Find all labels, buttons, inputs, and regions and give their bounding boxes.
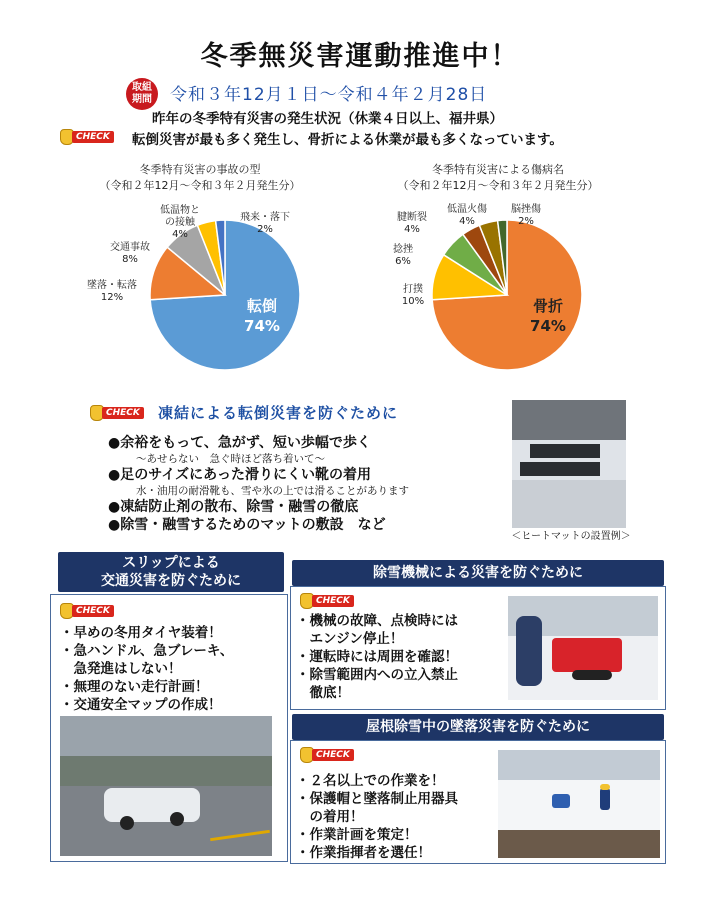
snowplow-list bbox=[296, 612, 506, 702]
chart2-label-bruise-value: 10% bbox=[401, 296, 425, 307]
chart2-subtitle: （令和２年12月～令和３年２月発生分） bbox=[397, 179, 599, 192]
chart2-label-sprain bbox=[388, 244, 418, 268]
chart2-main-label bbox=[518, 296, 578, 336]
slip-item-2: ・急ハンドル、急ブレーキ、 bbox=[60, 643, 234, 659]
chart2-label-sprain-value: 6% bbox=[395, 256, 411, 267]
overturned-car-photo bbox=[60, 716, 272, 856]
chart2-label-sprain-name: 捻挫 bbox=[393, 244, 413, 255]
chart2-label-tendon-name: 腱断裂 bbox=[397, 212, 427, 223]
snowplow-item-1: ・機械の故障、点検時には bbox=[296, 613, 458, 629]
check-label: CHECK bbox=[102, 407, 144, 419]
period-dates: 令和３年12月１日～令和４年２月28日 bbox=[170, 85, 488, 105]
chart2-label-tendon-value: 4% bbox=[404, 224, 420, 235]
chart2-label-lowtemp-burn-value: 4% bbox=[459, 216, 475, 227]
chart2-title: 冬季特有災害による傷病名 bbox=[432, 163, 564, 176]
roof-snow-photo bbox=[498, 750, 660, 858]
chart1-label-falling-object-name: 飛来・落下 bbox=[240, 212, 290, 223]
chart2-label-bruise bbox=[398, 284, 428, 308]
chart1-label-fall: 転倒 bbox=[246, 297, 277, 315]
freeze-item-2: ●足のサイズにあった滑りにくい靴の着用 bbox=[108, 467, 371, 483]
slip-heading bbox=[58, 552, 284, 592]
chart1-main-label bbox=[232, 296, 292, 336]
freeze-item-1: ●余裕をもって、急がず、短い歩幅で歩く bbox=[108, 435, 371, 451]
check-label: CHECK bbox=[312, 595, 354, 607]
freeze-item-4: ●除雪・融雪するためのマットの敷設 など bbox=[108, 517, 386, 533]
chart1-label-traffic bbox=[100, 242, 160, 266]
chart2-label-brain bbox=[506, 204, 546, 228]
chart1-subtitle: （令和２年12月～令和３年２月発生分） bbox=[99, 179, 301, 192]
chart1-label-traffic-name: 交通事故 bbox=[110, 242, 150, 253]
snowplow-item-3: ・運転時には周囲を確認！ bbox=[296, 649, 458, 665]
period-badge-line1: 取組 bbox=[132, 82, 152, 93]
chart1-title: 冬季特有災害の事故の型 bbox=[139, 163, 261, 176]
check-label: CHECK bbox=[72, 131, 114, 143]
page-title: 冬季無災害運動推進中！ bbox=[200, 41, 520, 72]
slip-heading-line2: 交通災害を防ぐために bbox=[101, 573, 241, 589]
chart2-header bbox=[368, 162, 628, 194]
chart1-label-traffic-value: 8% bbox=[122, 254, 138, 265]
stats-heading: 昨年の冬季特有災害の発生状況（休業４日以上、福井県） bbox=[152, 111, 503, 127]
check-mark bbox=[300, 746, 354, 764]
check-mark bbox=[300, 592, 354, 610]
roof-item-3: の着用！ bbox=[296, 809, 364, 825]
freeze-title: 凍結による転倒災害を防ぐために bbox=[158, 404, 399, 422]
roof-heading: 屋根除雪中の墜落災害を防ぐために bbox=[292, 714, 664, 740]
chart1-label-drop-value: 12% bbox=[100, 292, 124, 303]
check-mark bbox=[90, 404, 144, 422]
chart2-value-fracture: 74% bbox=[530, 317, 566, 335]
freeze-note-1: ～あせらない 急ぐ時ほど落ち着いて～ bbox=[136, 453, 325, 465]
chart2-label-lowtemp-burn bbox=[442, 204, 492, 228]
check-label: CHECK bbox=[312, 749, 354, 761]
chart2-label-lowtemp-burn-name: 低温火傷 bbox=[447, 204, 487, 215]
heat-mat-caption: ＜ヒートマットの設置例＞ bbox=[511, 531, 631, 542]
chart1-label-falling-object bbox=[230, 212, 300, 236]
pie-chart-injury-type bbox=[432, 220, 582, 370]
snowplow-item-5: 徹底！ bbox=[296, 685, 350, 701]
chart1-label-cold-value: 4% bbox=[172, 229, 188, 240]
roof-item-4: ・作業計画を策定！ bbox=[296, 827, 418, 843]
roof-item-1: ・２名以上での作業を！ bbox=[296, 773, 445, 789]
freeze-note-2: 水・油用の耐滑靴も、雪や氷の上では滑ることがあります bbox=[136, 485, 409, 497]
chart2-label-fracture: 骨折 bbox=[532, 297, 563, 315]
heat-mat-photo bbox=[512, 400, 626, 528]
roof-item-2: ・保護帽と墜落制止用器具 bbox=[296, 791, 458, 807]
chart2-label-brain-name: 脳挫傷 bbox=[511, 204, 541, 215]
snowplow-photo bbox=[508, 596, 658, 700]
chart1-label-cold bbox=[150, 205, 210, 241]
pie-chart-accident-type bbox=[150, 220, 300, 370]
freeze-list bbox=[108, 434, 508, 534]
chart2-label-brain-value: 2% bbox=[518, 216, 534, 227]
period-badge-line2: 期間 bbox=[132, 94, 152, 105]
roof-list bbox=[296, 772, 506, 862]
snowplow-heading: 除雪機械による災害を防ぐために bbox=[292, 560, 664, 586]
chart2-label-bruise-name: 打撲 bbox=[403, 284, 423, 295]
slip-heading-line1: スリップによる bbox=[122, 555, 220, 571]
chart1-label-drop-name: 墜落・転落 bbox=[87, 280, 137, 291]
chart1-value-fall: 74% bbox=[244, 317, 280, 335]
roof-item-5: ・作業指揮者を選任！ bbox=[296, 845, 431, 861]
slip-item-4: ・無理のない走行計画！ bbox=[60, 679, 209, 695]
chart1-label-cold-name: 低温物との接触 bbox=[160, 205, 200, 228]
freeze-item-3: ●凍結防止剤の散布、除雪・融雪の徹底 bbox=[108, 499, 359, 515]
chart2-label-tendon bbox=[392, 212, 432, 236]
stats-summary: 転倒災害が最も多く発生し、骨折による休業が最も多くなっています。 bbox=[132, 132, 563, 148]
chart1-label-falling-object-value: 2% bbox=[257, 224, 273, 235]
slip-item-1: ・早めの冬用タイヤ装着！ bbox=[60, 625, 222, 641]
check-label: CHECK bbox=[72, 605, 114, 617]
snowplow-item-2: エンジン停止！ bbox=[296, 631, 404, 647]
slip-list bbox=[60, 624, 280, 714]
chart1-label-drop bbox=[72, 280, 152, 304]
slip-item-5: ・交通安全マップの作成！ bbox=[60, 697, 222, 713]
slip-item-3: 急発進はしない！ bbox=[60, 661, 182, 677]
check-mark bbox=[60, 602, 114, 620]
snowplow-item-4: ・除雪範囲内への立入禁止 bbox=[296, 667, 458, 683]
